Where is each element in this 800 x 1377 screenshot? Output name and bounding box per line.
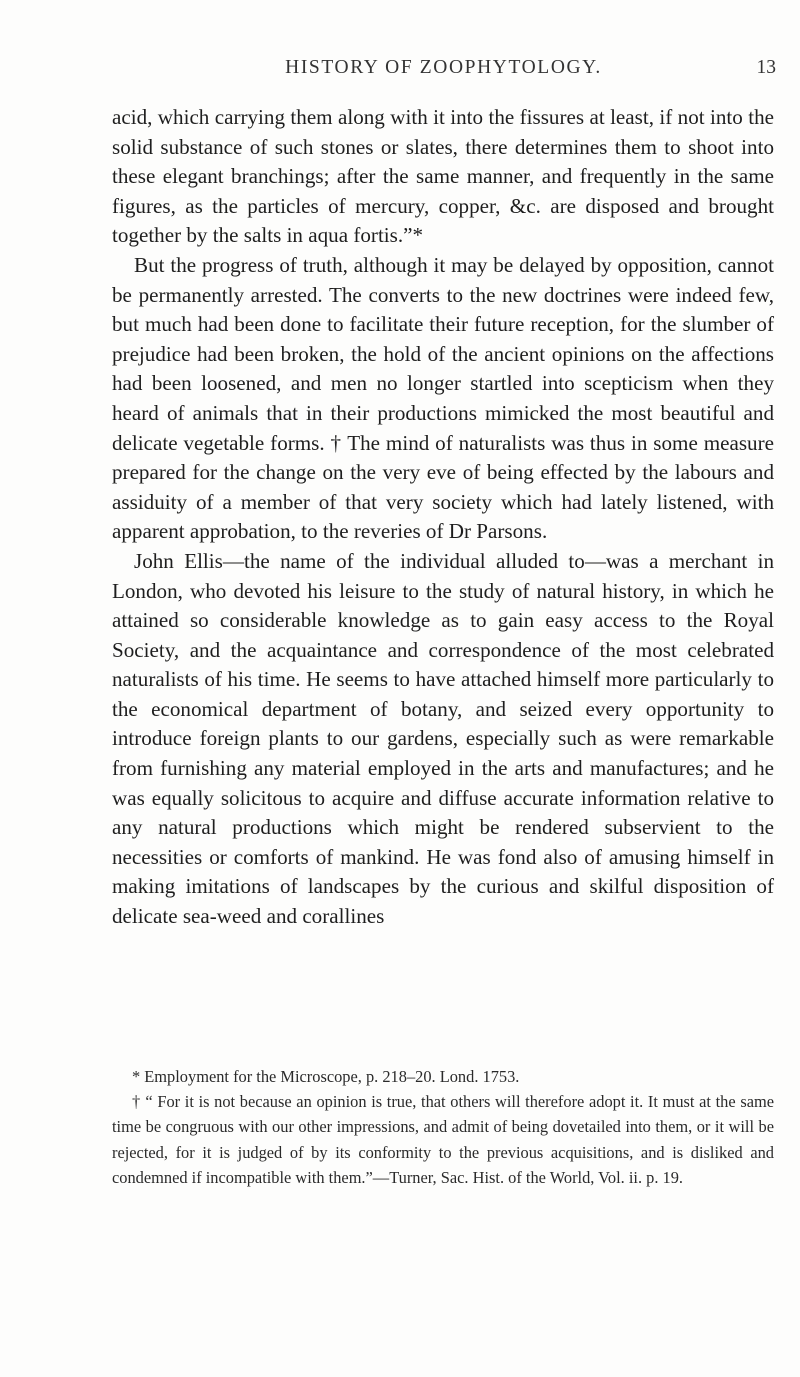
paragraph: John Ellis—the name of the individual alluded to—was a merchant in London, who devoted his leisure to the study of natural history, in which he attained so considerable knowledge as to gain easy access to the Royal Society, and the acquaintance and correspondence of the most celebrated naturalists of his time. He seems to have attached himself more particularly to the economical department of botany, and seized every opportunity to introduce foreign plants to our gardens, especially such as were remarkable from furnishing any material employed in the arts and manufactures; and he was equally solicitous to acquire and diffuse accurate information relative to any natural productions which might be rendered subservient to the necessities or comforts of mankind. He was fond also of amusing himself in making imitations of landscapes by the curious and skilful disposition of delicate sea-weed and corallines [112,548,774,929]
running-head: HISTORY OF ZOOPHYTOLOGY. [285,57,602,78]
footnote: * Employment for the Microscope, p. 218–20. Lond. 1753. [132,1067,520,1086]
paragraph: But the progress of truth, although it may be delayed by opposition, cannot be permanently arrested. The converts to the new doctrines were indeed few, but much had been done to facilitate their future reception, for the slumber of prejudice had been broken, the hold of the ancient opinions on the affections had been loosened, and men no longer startled into scepticism when they heard of animals that in their productions mimicked the most beautiful and delicate vegetable forms. † The mind of naturalists was thus in some measure prepared for the change on the very eve of being effected by the labours and assiduity of a member of that very society which had lately listened, with apparent approbation, to the reveries of Dr Parsons. [112,252,774,544]
page-header [111,52,776,84]
footnote: † “ For it is not because an opinion is true, that others will therefore adopt it. It must at the same time be congruous with our other impressions, and admit of being dovetailed into them, or it will be rejected, for it is judged of by its conformity to the previous acquisitions, and is disliked and condemned if incompatible with them.”—Turner, Sac. Hist. of the World, Vol. ii. p. 19. [112,1092,774,1187]
body-text [112,103,774,932]
paragraph-continued: acid, which carrying them along with it into the fissures at least, if not into the solid substance of such stones or slates, there determines them to shoot into these elegant branchings; after the same manner, and frequently in the same figures, as the particles of mercury, copper, &c. are disposed and brought together by the salts in aqua fortis.”* [112,105,774,248]
page-number: 13 [756,57,776,78]
footnotes [112,1064,774,1190]
